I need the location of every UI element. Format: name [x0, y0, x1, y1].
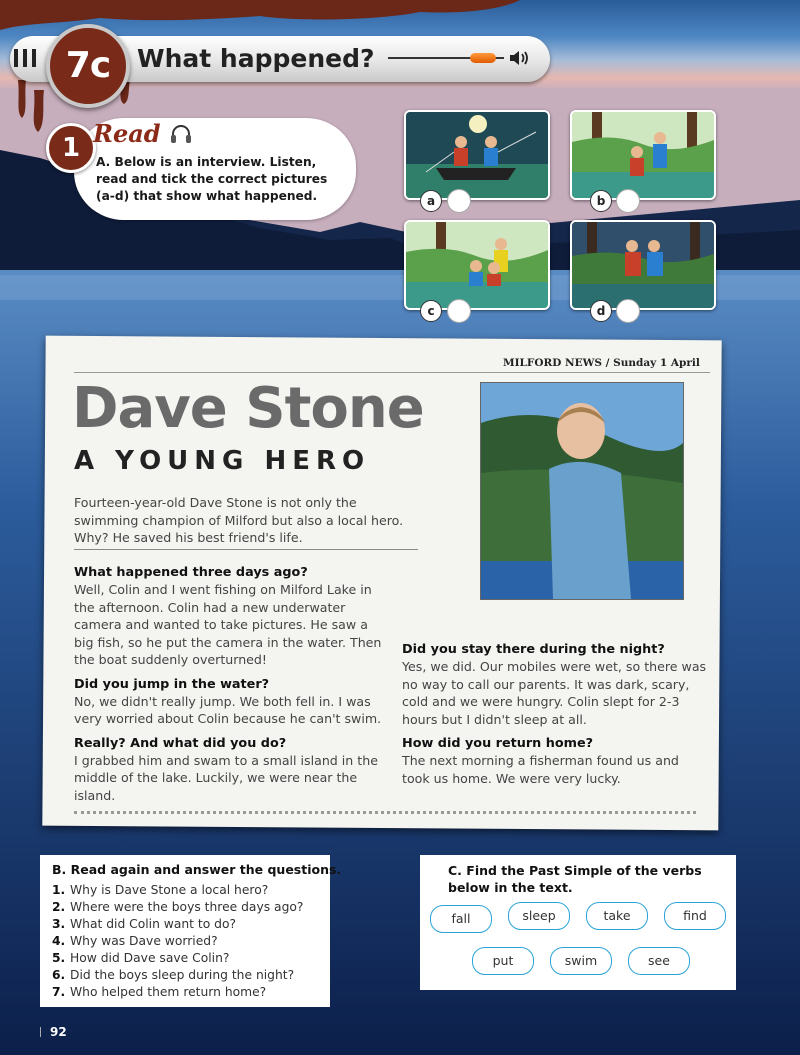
picture-a	[404, 110, 550, 200]
picture-b-tick-box[interactable]	[616, 189, 640, 213]
question-text: What did Colin want to do?	[70, 917, 237, 931]
question-text: Who helped them return home?	[70, 985, 267, 999]
exercise-b-questions	[52, 882, 324, 1001]
divider	[74, 372, 710, 373]
interview-answer: The next morning a fisherman found us and took us home. We were very lucky.	[402, 753, 679, 786]
interview-block	[74, 677, 384, 728]
exercise-b-title: B. Read again and answer the questions.	[52, 862, 342, 877]
question-number: 4.	[52, 934, 66, 948]
interview-answer: No, we didn't really jump. We both fell in. I was very worried about Colin because he can't swim.	[74, 693, 382, 726]
interview-left-column	[74, 565, 384, 812]
picture-d	[570, 220, 716, 310]
interview-right-column	[402, 642, 708, 795]
article-headline: Dave Stone	[72, 376, 424, 441]
interview-block	[402, 642, 708, 728]
verb-see: see	[628, 947, 690, 975]
question-item	[52, 882, 324, 899]
question-number: 6.	[52, 968, 66, 982]
question-text: Why is Dave Stone a local hero?	[70, 883, 269, 897]
question-number: 2.	[52, 900, 66, 914]
lesson-badge: 7c	[46, 24, 130, 108]
picture-c-tick-box[interactable]	[447, 299, 471, 323]
question-item	[52, 933, 324, 950]
audio-slider-knob[interactable]	[470, 53, 496, 63]
verb-find: find	[664, 902, 726, 930]
interview-question: What happened three days ago?	[74, 565, 308, 580]
interview-question: How did you return home?	[402, 736, 594, 751]
interview-block	[74, 565, 384, 669]
interview-answer: Yes, we did. Our mobiles were wet, so there was no way to call our parents. It was dark, scary, cold and we were hungry. Colin slept for 2-3 hours but I didn't sleep at all.	[402, 659, 707, 727]
picture-c-label: c	[420, 300, 442, 322]
header-stripes-icon	[14, 49, 44, 67]
question-number: 7.	[52, 985, 66, 999]
newspaper-meta: MILFORD NEWS / Sunday 1 April	[503, 357, 700, 369]
picture-c	[404, 220, 550, 310]
question-item	[52, 984, 324, 1001]
question-text: Did the boys sleep during the night?	[70, 968, 295, 982]
exercise-number: 1	[46, 123, 96, 173]
article-subheadline: A YOUNG HERO	[74, 446, 371, 476]
section-title: What happened?	[137, 44, 375, 73]
verb-take: take	[586, 902, 648, 930]
question-item	[52, 916, 324, 933]
interview-answer: Well, Colin and I went fishing on Milford Lake in the afternoon. Colin had a new underwater camera and wanted to take pictures. He saw a big fish, so he put the camera in the water. Then the boat suddenly overturned!	[74, 582, 382, 667]
question-text: How did Dave save Colin?	[70, 951, 230, 965]
verb-sleep: sleep	[508, 902, 570, 930]
article-intro: Fourteen-year-old Dave Stone is not only the swimming champion of Milford but also a local hero. Why? He saved his best friend's life.	[74, 495, 404, 545]
dave-stone-photo	[480, 382, 684, 600]
question-number: 1.	[52, 883, 66, 897]
question-item	[52, 950, 324, 967]
dotted-divider	[74, 811, 696, 814]
divider	[74, 549, 418, 550]
interview-question: Did you stay there during the night?	[402, 642, 665, 657]
picture-b	[570, 110, 716, 200]
picture-d-label: d	[590, 300, 612, 322]
picture-a-label: a	[420, 190, 442, 212]
page-number: 92	[50, 1025, 67, 1039]
question-item	[52, 899, 324, 916]
picture-b-label: b	[590, 190, 612, 212]
interview-block	[402, 736, 708, 787]
question-text: Why was Dave worried?	[70, 934, 218, 948]
exercise-c-title: C. Find the Past Simple of the verbs below in the text.	[448, 863, 702, 895]
speaker-icon[interactable]	[508, 48, 530, 68]
interview-block	[74, 736, 384, 805]
question-text: Where were the boys three days ago?	[70, 900, 304, 914]
page-mark	[40, 1027, 49, 1037]
question-number: 3.	[52, 917, 66, 931]
read-label: Read	[93, 119, 161, 148]
verb-put: put	[472, 947, 534, 975]
read-instruction-text: A. Below is an interview. Listen, read and tick the correct pictures (a-d) that show what happened.	[96, 155, 328, 203]
question-number: 5.	[52, 951, 66, 965]
question-item	[52, 967, 324, 984]
verb-fall: fall	[430, 905, 492, 933]
picture-d-tick-box[interactable]	[616, 299, 640, 323]
verb-swim: swim	[550, 947, 612, 975]
headphones-icon[interactable]	[170, 124, 192, 144]
interview-question: Did you jump in the water?	[74, 676, 270, 692]
interview-answer: I grabbed him and swam to a small island in the middle of the lake. Luckily, we were near the island.	[74, 752, 378, 803]
picture-a-tick-box[interactable]	[447, 189, 471, 213]
interview-question: Really? And what did you do?	[74, 735, 287, 751]
